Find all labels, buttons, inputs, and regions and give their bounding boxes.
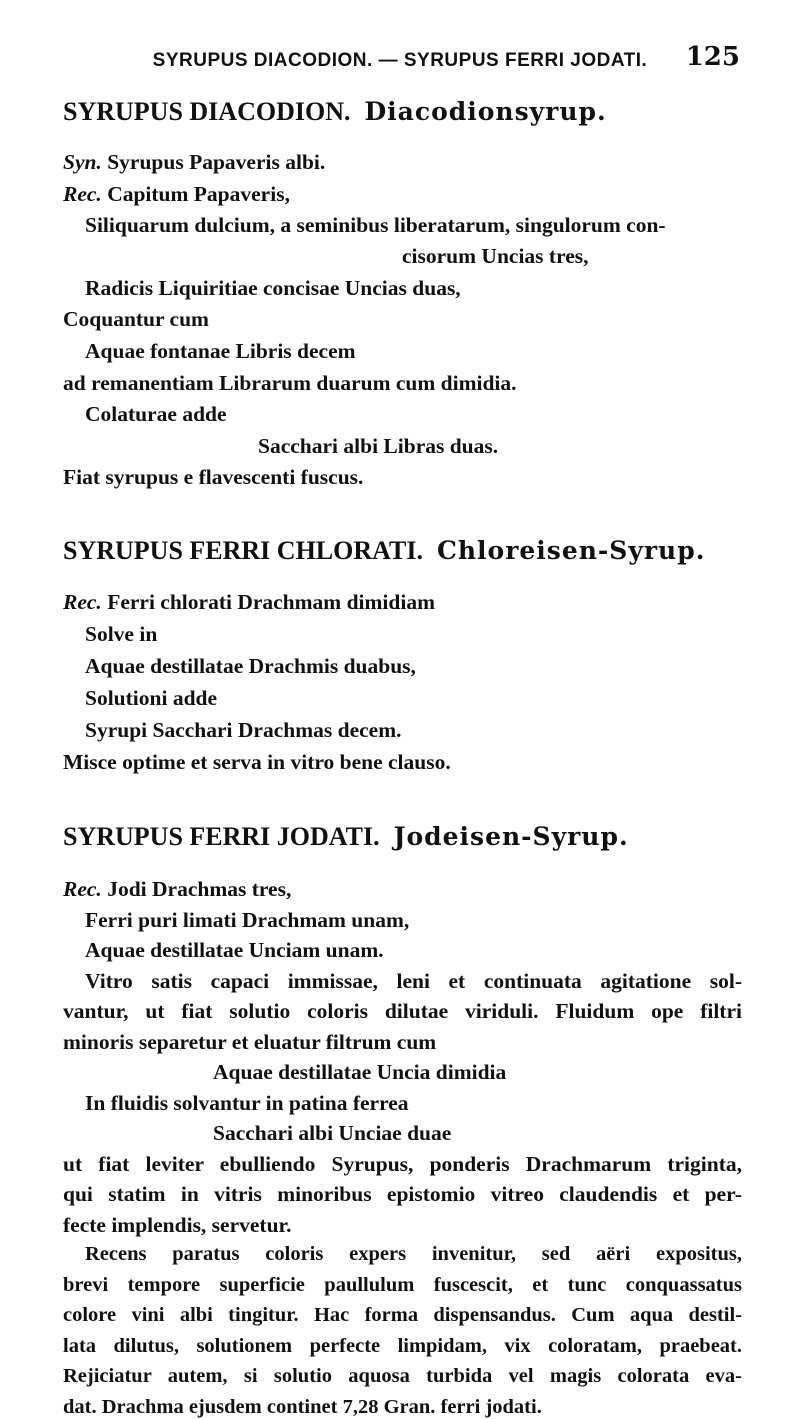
text-line — [63, 182, 290, 207]
text-line: colore vini albi tingitur. Hac forma dispensandus. Cum aqua destil- — [63, 1304, 742, 1326]
text-line: Coquantur cum — [63, 307, 209, 331]
line-label: Rec. — [63, 590, 102, 614]
text-line: Rejiciatur autem, si solutio aquosa turbida vel magis colorata eva- — [63, 1365, 742, 1387]
section-heading-ferri-jodati — [63, 822, 629, 852]
text-line: Vitro satis capaci immissae, leni et continuata agitatione sol- — [85, 968, 742, 993]
text-line: Aquae destillatae Uncia dimidia — [213, 1060, 507, 1084]
text-line: dat. Drachma ejusdem continet 7,28 Gran. ferri jodati. — [63, 1395, 542, 1418]
text-line: qui statim in vitris minoribus epistomio vitreo claudendis et per- — [63, 1182, 742, 1206]
section-title-german: Diacodionsyrup. — [364, 97, 607, 126]
line-text: Syrupus Papaveris albi. — [107, 150, 326, 174]
page-number: 125 — [685, 42, 740, 72]
text-line: Aquae destillatae Unciam unam. — [85, 938, 384, 962]
text-line: In fluidis solvantur in patina ferrea — [85, 1090, 409, 1115]
text-line: Solve in — [85, 622, 158, 646]
text-line: Syrupi Sacchari Drachmas decem. — [85, 718, 402, 742]
section-title: SYRUPUS FERRI CHLORATI. — [63, 536, 423, 565]
text-line: lata dilutus, solutionem perfecte limpidam, vix coloratam, praebeat. — [63, 1334, 742, 1357]
section-title-german: Jodeisen-Syrup. — [393, 822, 629, 851]
text-line: brevi tempore superficie paullulum fuscescit, et tunc conquassatus — [63, 1273, 742, 1296]
running-head: SYRUPUS DIACODION. — SYRUPUS FERRI JODATI. — [152, 50, 648, 71]
text-line: minoris separetur et eluatur filtrum cum — [63, 1029, 437, 1054]
section-heading-diacodion — [63, 97, 607, 127]
text-line: Misce optime et serva in vitro bene clauso. — [63, 750, 451, 774]
line-label: Rec. — [63, 877, 102, 901]
line-label: Rec. — [63, 182, 102, 206]
section-title: SYRUPUS DIACODION. — [63, 97, 351, 126]
line-text: Capitum Papaveris, — [107, 182, 290, 206]
text-line — [63, 590, 435, 615]
section-title-german: Chloreisen-Syrup. — [436, 536, 706, 565]
text-line: Fiat syrupus e flavescenti fuscus. — [63, 465, 364, 489]
text-line: vantur, ut fiat solutio coloris dilutae viriduli. Fluidum ope filtri — [63, 999, 742, 1023]
text-line: Colaturae adde — [85, 402, 227, 426]
text-line: cisorum Uncias tres, — [402, 244, 589, 268]
text-line: Solutioni adde — [85, 686, 218, 710]
text-line: Aquae destillatae Drachmis duabus, — [85, 654, 416, 678]
text-line: Radicis Liquiritiae concisae Uncias duas, — [85, 276, 461, 300]
text-line: ad remanentiam Librarum duarum cum dimidia. — [63, 371, 517, 395]
line-label: Syn. — [63, 150, 102, 174]
line-text: Ferri chlorati Drachmam dimidiam — [107, 590, 435, 614]
text-line: Sacchari albi Libras duas. — [258, 434, 499, 458]
text-line: Sacchari albi Unciae duae — [213, 1121, 452, 1145]
text-line: Aquae fontanae Libris decem — [85, 339, 356, 363]
text-line: fecte implendis, servetur. — [63, 1212, 292, 1237]
text-line: Recens paratus coloris expers invenitur, sed aëri expositus, — [85, 1243, 742, 1265]
text-line: ut fiat leviter ebulliendo Syrupus, ponderis Drachmarum triginta, — [63, 1151, 742, 1176]
text-line — [63, 150, 325, 175]
line-text: Jodi Drachmas tres, — [107, 877, 292, 901]
section-title: SYRUPUS FERRI JODATI. — [63, 822, 380, 851]
text-line: Ferri puri limati Drachmam unam, — [85, 907, 410, 932]
text-line — [63, 877, 291, 902]
text-line: Siliquarum dulcium, a seminibus liberatarum, singulorum con- — [85, 213, 666, 237]
section-heading-ferri-chlorati — [63, 536, 705, 566]
